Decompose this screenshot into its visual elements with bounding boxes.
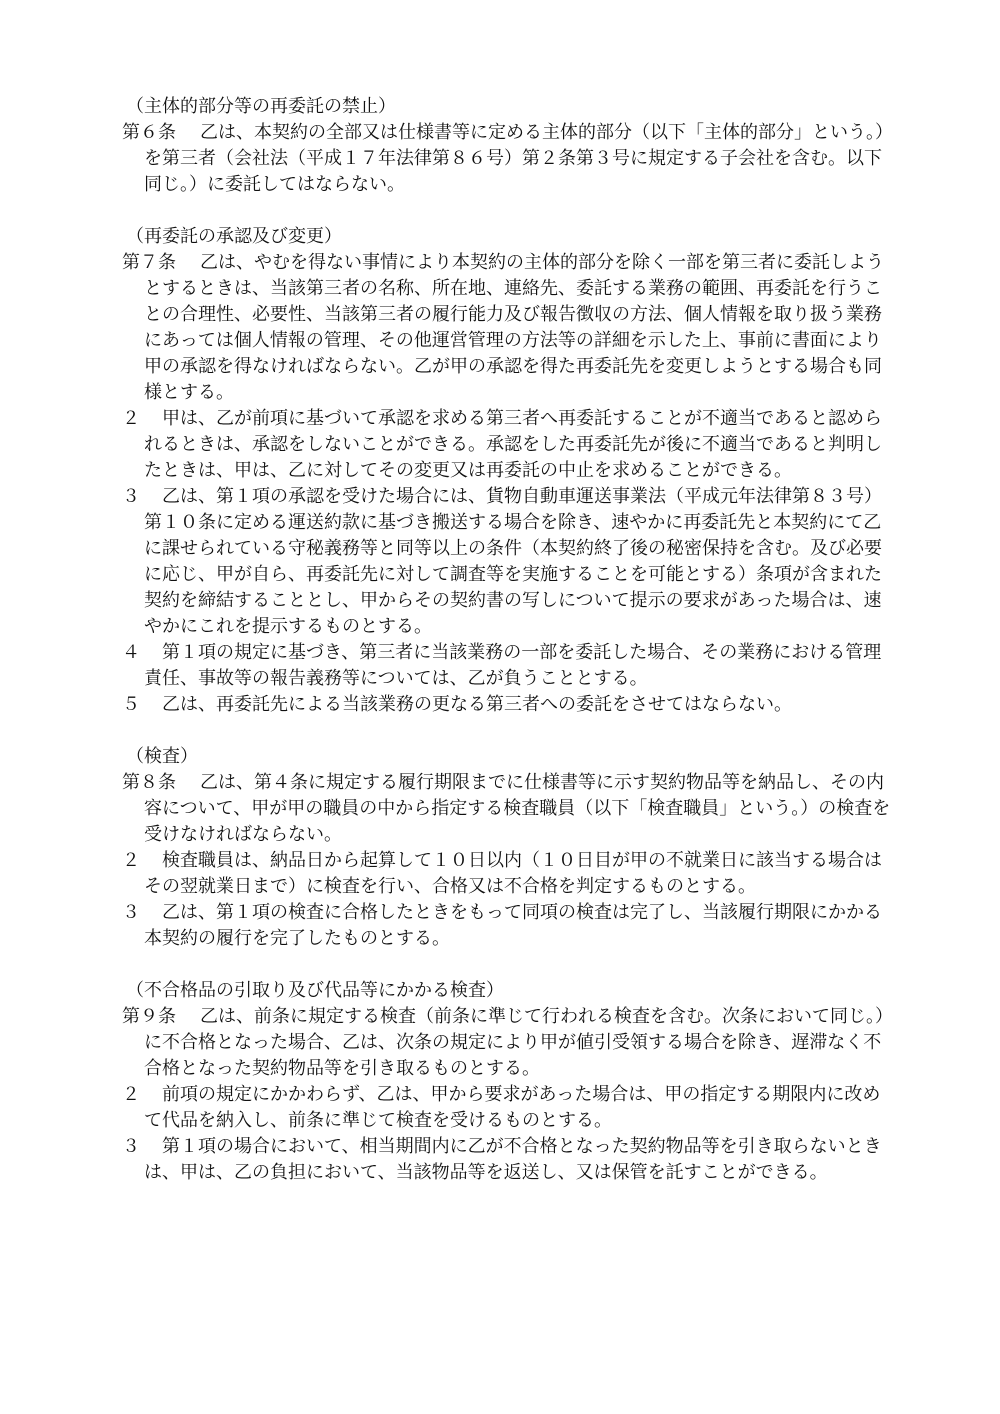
clause-paragraph-4 [122,640,897,692]
clause-text: 乙は、本契約の全部又は仕様書等に定める主体的部分（以下「主体的部分」という。）を第三者（会社法（平成１７年法律第８６号）第２条第３号に規定する子会社を含む。以下同じ。）に委託してはならない。 [144,122,893,195]
section-article-7 [122,224,897,718]
section-heading: （再委託の承認及び変更） [126,226,342,247]
clause-paragraph-3 [122,1134,897,1186]
clause-label: ３ [122,902,140,923]
clause-label: ３ [122,486,140,507]
clause-text: 乙は、第１項の検査に合格したときをもって同項の検査は完了し、当該履行期限にかかる本契約の履行を完了したものとする。 [144,902,882,949]
clause-label: 第６条 [122,122,176,143]
section-article-8 [122,744,897,952]
clause-label: ３ [122,1136,140,1157]
clause-label: 第９条 [122,1006,176,1027]
clause-text: 検査職員は、納品日から起算して１０日以内（１０日目が甲の不就業日に該当する場合はその翌就業日まで）に検査を行い、合格又は不合格を判定するものとする。 [144,850,882,897]
clause-text: 前項の規定にかかわらず、乙は、甲から要求があった場合は、甲の指定する期限内に改めて代品を納入し、前条に準じて検査を受けるものとする。 [144,1084,881,1131]
clause-label: ４ [122,642,140,663]
clause-text: 乙は、第４条に規定する履行期限までに仕様書等に示す契約物品等を納品し、その内容について、甲が甲の職員の中から指定する検査職員（以下「検査職員」という。）の検査を受けなければならない。 [144,772,891,845]
clause-paragraph-5 [122,692,897,718]
clause-article-8 [122,770,897,848]
clause-text: 第１項の場合において、相当期間内に乙が不合格となった契約物品等を引き取らないときは、甲は、乙の負担において、当該物品等を返送し、又は保管を託すことができる。 [144,1136,882,1183]
document-page [122,94,897,1186]
clause-paragraph-2 [122,848,897,900]
clause-article-7 [122,250,897,406]
clause-text: 乙は、第１項の承認を受けた場合には、貨物自動車運送事業法（平成元年法律第８３号）第１０条に定める運送約款に基づき搬送する場合を除き、速やかに再委託先と本契約にて乙に課せられている守秘義務等と同等以上の条件（本契約終了後の秘密保持を含む。及び必要に応じ、甲が自ら、再委託先に対して調査等を実施することを可能とする）条項が含まれた契約を締結することとし、甲からその契約書の写しについて提示の要求があった場合は、速やかにこれを提示するものとする。 [144,486,882,637]
section-article-6 [122,94,897,198]
section-heading: （主体的部分等の再委託の禁止） [126,96,396,117]
clause-label: ２ [122,1084,140,1105]
clause-text: 乙は、やむを得ない事情により本契約の主体的部分を除く一部を第三者に委託しようとするときは、当該第三者の名称、所在地、連絡先、委託する業務の範囲、再委託を行うことの合理性、必要性、当該第三者の履行能力及び報告徴収の方法、個人情報を取り扱う業務にあっては個人情報の管理、その他運営管理の方法等の詳細を示した上、事前に書面により甲の承認を得なければならない。乙が甲の承認を得た再委託先を変更しようとする場合も同様とする。 [144,252,884,403]
clause-text: 第１項の規定に基づき、第三者に当該業務の一部を委託した場合、その業務における管理責任、事故等の報告義務等については、乙が負うこととする。 [144,642,882,689]
clause-paragraph-2 [122,1082,897,1134]
clause-text: 乙は、再委託先による当該業務の更なる第三者への委託をさせてはならない。 [162,694,792,715]
clause-text: 甲は、乙が前項に基づいて承認を求める第三者へ再委託することが不適当であると認められるときは、承認をしないことができる。承認をした再委託先が後に不適当であると判明したときは、甲は、乙に対してその変更又は再委託の中止を求めることができる。 [144,408,882,481]
clause-text: 乙は、前条に規定する検査（前条に準じて行われる検査を含む。次条において同じ。）に不合格となった場合、乙は、次条の規定により甲が値引受領する場合を除き、遅滞なく不合格となった契約物品等を引き取るものとする。 [144,1006,893,1079]
clause-paragraph-3 [122,900,897,952]
clause-label: 第８条 [122,772,176,793]
clause-label: ２ [122,850,140,871]
clause-paragraph-2 [122,406,897,484]
clause-paragraph-3 [122,484,897,640]
section-heading: （不合格品の引取り及び代品等にかかる検査） [126,980,504,1001]
section-article-9 [122,978,897,1186]
section-heading: （検査） [126,746,198,767]
clause-article-6 [122,120,897,198]
clause-label: 第７条 [122,252,176,273]
clause-label: ２ [122,408,140,429]
clause-label: ５ [122,694,140,715]
clause-article-9 [122,1004,897,1082]
